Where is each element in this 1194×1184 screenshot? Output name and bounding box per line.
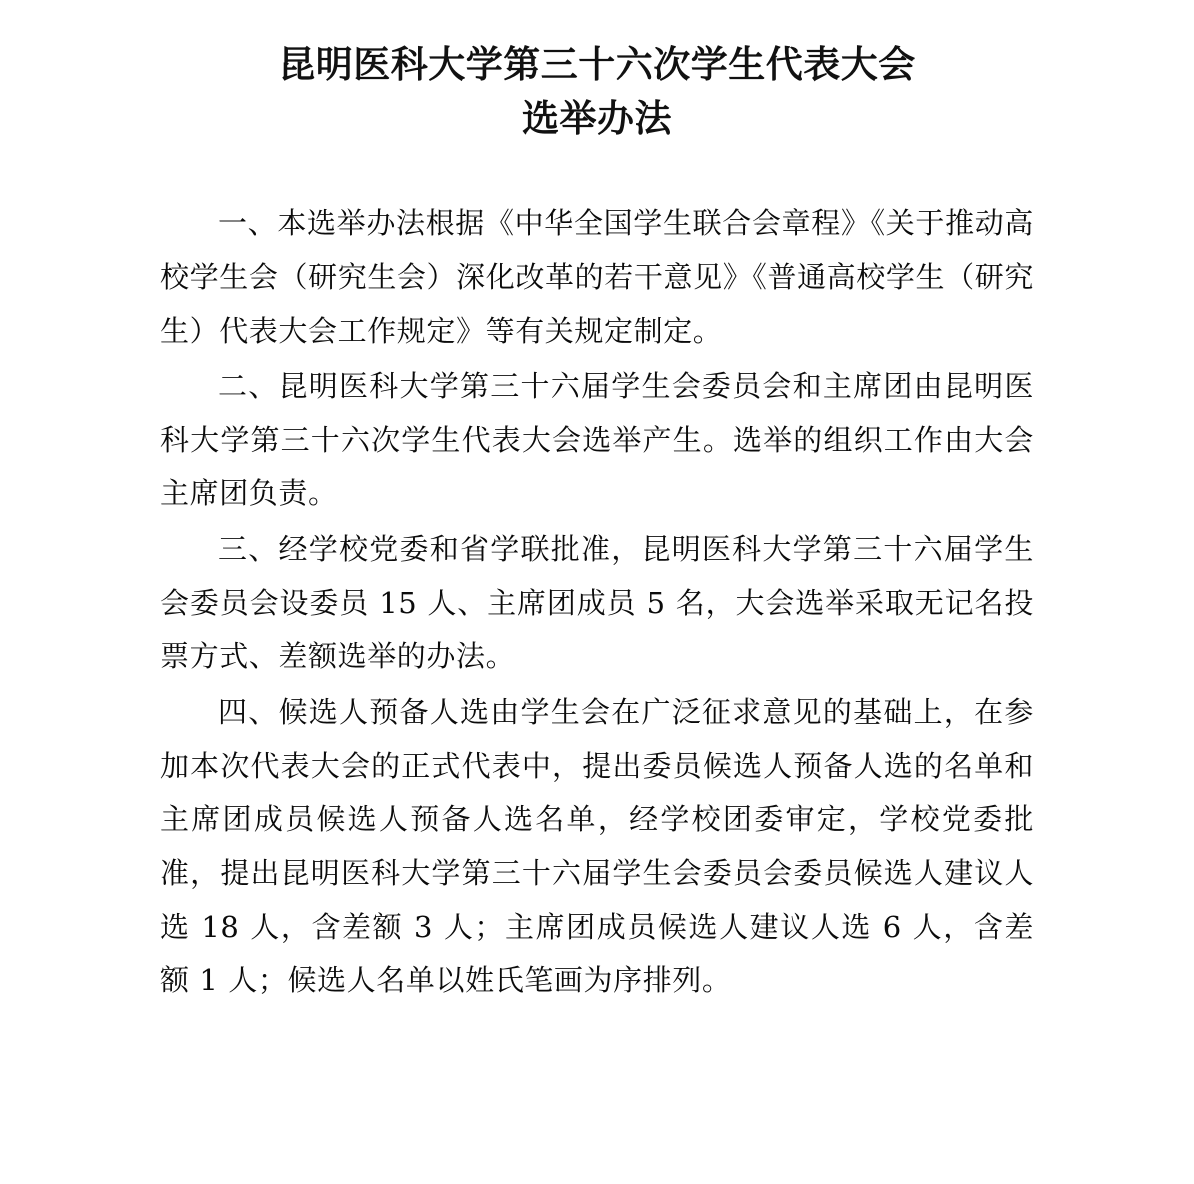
paragraph-4: 四、候选人预备人选由学生会在广泛征求意见的基础上，在参加本次代表大会的正式代表中，提出委员候选人预备人选的名单和主席团成员候选人预备人选名单，经学校团委审定，学校党委批准，提出昆明医科大学第三十六届学生会委员会委员候选人建议人选 18 人，含差额 3 人；主席团成员候选人建议人选 6 人，含差额 1 人；候选人名单以姓氏笔画为序排列。: [160, 695, 1034, 998]
paragraph-2: 二、昆明医科大学第三十六届学生会委员会和主席团由昆明医科大学第三十六次学生代表大会选举产生。选举的组织工作由大会主席团负责。: [160, 369, 1034, 511]
paragraph-1: 一、本选举办法根据《中华全国学生联合会章程》《关于推动高校学生会（研究生会）深化改革的若干意见》《普通高校学生（研究生）代表大会工作规定》等有关规定制定。: [160, 206, 1034, 348]
paragraph-3: 三、经学校党委和省学联批准，昆明医科大学第三十六届学生会委员会设委员 15 人、主席团成员 5 名，大会选举采取无记名投票方式、差额选举的办法。: [160, 532, 1034, 674]
title-line-2: 选举办法: [522, 96, 672, 140]
title-line-1: 昆明医科大学第三十六次学生代表大会: [278, 43, 916, 86]
document-body: [160, 197, 1034, 1008]
page-title: [160, 38, 1034, 145]
